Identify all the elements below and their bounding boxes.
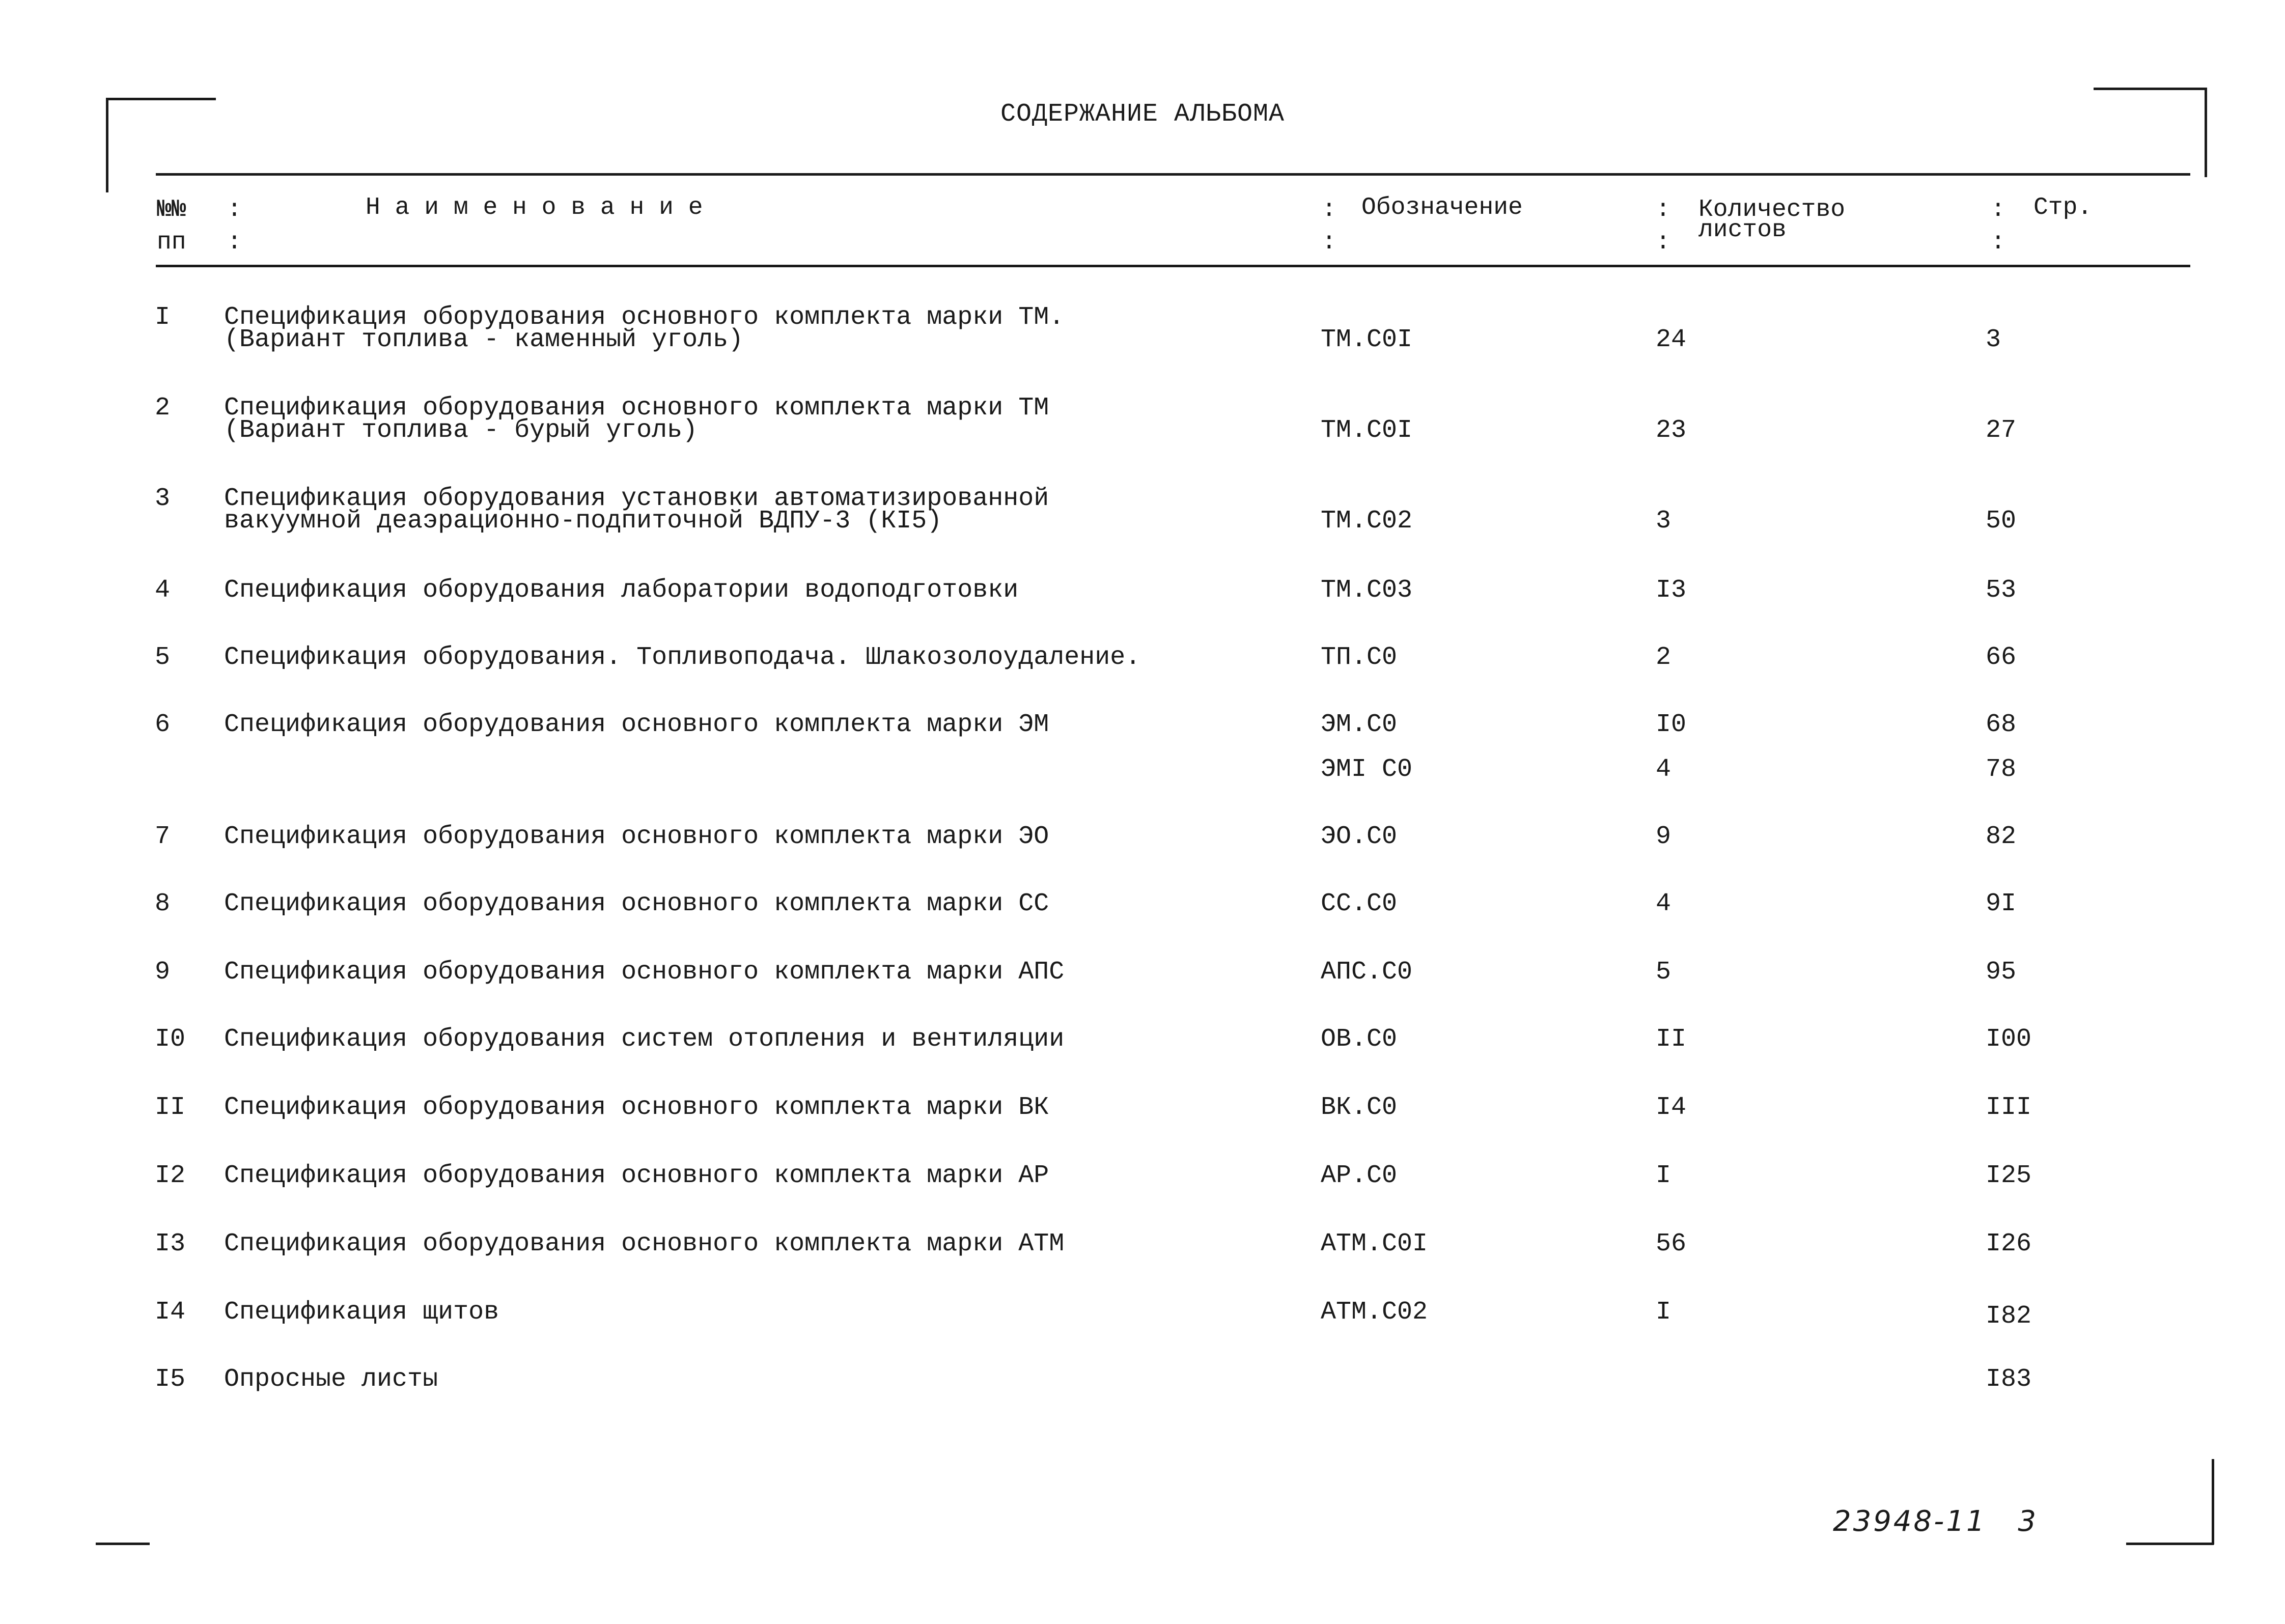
row-sheets: 3: [1656, 507, 1671, 536]
corner-mark-bottom-right-h: [2126, 1543, 2214, 1545]
row-code: ТМ.С02: [1321, 507, 1413, 536]
header-separator: : :: [1656, 196, 1670, 256]
row-name-line: вакуумной деаэрационно-подпиточной ВДПУ-3 (КI5): [224, 507, 942, 536]
row-sheets: 4: [1656, 755, 1671, 784]
row-page: 50: [1986, 507, 2017, 536]
header-code-col: Обозначение: [1361, 194, 1523, 221]
corner-mark-bottom-right-v: [2212, 1459, 2214, 1545]
header-num-col: [157, 193, 186, 259]
row-code: АТМ.С02: [1321, 1298, 1428, 1327]
row-code: СС.С0: [1321, 889, 1398, 918]
row-number: I: [155, 303, 171, 332]
row-sheets: I0: [1656, 710, 1687, 739]
row-name-line: Спецификация щитов: [224, 1298, 499, 1327]
row-number: I5: [155, 1365, 186, 1394]
row-name-line: Спецификация оборудования основного комплекта марки ТМ: [224, 394, 1049, 423]
album-contents-title: СОДЕРЖАНИЕ АЛЬБОМА: [1000, 100, 1285, 129]
header-sheets-col: [1698, 193, 1845, 246]
header-page-col: Стр.: [2033, 194, 2093, 221]
row-code: ТП.С0: [1321, 643, 1398, 672]
row-sheets: I3: [1656, 576, 1687, 605]
row-page: I82: [1986, 1302, 2032, 1331]
row-page: 27: [1986, 416, 2017, 445]
row-page: 82: [1986, 822, 2017, 851]
row-page: 68: [1986, 710, 2017, 739]
row-number: I3: [155, 1229, 186, 1258]
row-number: 8: [155, 889, 171, 918]
row-name-line: Спецификация оборудования основного комплекта марки АПС: [224, 958, 1065, 987]
row-name-line: (Вариант топлива - каменный уголь): [224, 325, 744, 354]
row-code: АР.С0: [1321, 1161, 1398, 1190]
row-page: III: [1986, 1093, 2032, 1122]
row-sheets: 2: [1656, 643, 1671, 672]
row-sheets: I4: [1656, 1093, 1687, 1122]
row-sheets: I: [1656, 1161, 1671, 1190]
row-sheets: I: [1656, 1298, 1671, 1327]
row-page: 3: [1986, 325, 2001, 354]
row-page: I00: [1986, 1025, 2032, 1054]
document-code: 23948-11: [1833, 1505, 1987, 1538]
header-separator: : :: [227, 196, 242, 256]
row-page: I26: [1986, 1229, 2032, 1258]
row-code: АТМ.С0I: [1321, 1229, 1428, 1258]
row-number: 5: [155, 643, 171, 672]
header-sheets-line-2: листов: [1698, 216, 1787, 244]
row-name-line: Спецификация оборудования основного комплекта марки СС: [224, 889, 1049, 918]
row-name-line: Спецификация оборудования основного комплекта марки ЭО: [224, 822, 1049, 851]
row-number: 7: [155, 822, 171, 851]
row-name-line: Спецификация оборудования установки автоматизированной: [224, 484, 1049, 513]
row-code: ВК.С0: [1321, 1093, 1398, 1122]
row-code: ЭО.С0: [1321, 822, 1398, 851]
row-number: 4: [155, 576, 171, 605]
table-top-rule: [156, 173, 2190, 176]
corner-mark-top-right-h: [2094, 88, 2207, 90]
row-sheets: 4: [1656, 889, 1671, 918]
row-code: ТМ.С03: [1321, 576, 1413, 605]
header-separator: : :: [1991, 196, 2005, 256]
row-number: I2: [155, 1161, 186, 1190]
document-footer: [1833, 1505, 2038, 1538]
row-code: ОВ.С0: [1321, 1025, 1398, 1054]
row-number: II: [155, 1093, 186, 1122]
row-page: I25: [1986, 1161, 2032, 1190]
row-name-line: Спецификация оборудования систем отопления и вентиляции: [224, 1025, 1065, 1054]
row-sheets: 9: [1656, 822, 1671, 851]
row-name-line: Спецификация оборудования основного комплекта марки АТМ: [224, 1229, 1065, 1258]
row-page: 53: [1986, 576, 2017, 605]
header-num-line-1: №№: [157, 196, 186, 223]
row-code: ЭМI С0: [1321, 755, 1413, 784]
row-number: 6: [155, 710, 171, 739]
row-page: 66: [1986, 643, 2017, 672]
row-number: I0: [155, 1025, 186, 1054]
row-page: 95: [1986, 958, 2017, 987]
row-sheets: II: [1656, 1025, 1687, 1054]
row-sheets: 23: [1656, 416, 1687, 445]
row-number: I4: [155, 1298, 186, 1327]
row-sheets: 24: [1656, 325, 1687, 354]
row-code: ЭМ.С0: [1321, 710, 1398, 739]
row-name-line: Спецификация оборудования. Топливоподача. Шлакозолоудаление.: [224, 643, 1141, 672]
row-code: ТМ.С0I: [1321, 416, 1413, 445]
row-sheets: 5: [1656, 958, 1671, 987]
row-page: I83: [1986, 1365, 2032, 1394]
row-name-line: (Вариант топлива - бурый уголь): [224, 416, 698, 445]
header-separator: : :: [1322, 196, 1336, 256]
row-name-line: Спецификация оборудования основного комплекта марки ВК: [224, 1093, 1049, 1122]
header-name-col: Н а и м е н о в а н и е: [366, 194, 703, 221]
row-name-line: Спецификация оборудования основного комплекта марки ЭМ: [224, 710, 1049, 739]
row-number: 9: [155, 958, 171, 987]
row-sheets: 56: [1656, 1229, 1687, 1258]
row-name-line: Спецификация оборудования основного комплекта марки ТМ.: [224, 303, 1065, 332]
header-bottom-rule: [156, 265, 2190, 267]
row-page: 9I: [1986, 889, 2017, 918]
row-number: 2: [155, 394, 171, 423]
row-page: 78: [1986, 755, 2017, 784]
header-num-line-2: пп: [157, 229, 186, 256]
corner-mark-bottom-left-h: [96, 1543, 150, 1545]
row-name-line: Спецификация оборудования основного комплекта марки АР: [224, 1161, 1049, 1190]
row-code: ТМ.С0I: [1321, 325, 1413, 354]
header-sheets-line-1: Количество: [1698, 196, 1846, 223]
row-name-line: Опросные листы: [224, 1365, 438, 1394]
sheet-number: 3: [2018, 1505, 2039, 1538]
row-code: АПС.С0: [1321, 958, 1413, 987]
row-number: 3: [155, 484, 171, 513]
row-name-line: Спецификация оборудования лаборатории водоподготовки: [224, 576, 1019, 605]
